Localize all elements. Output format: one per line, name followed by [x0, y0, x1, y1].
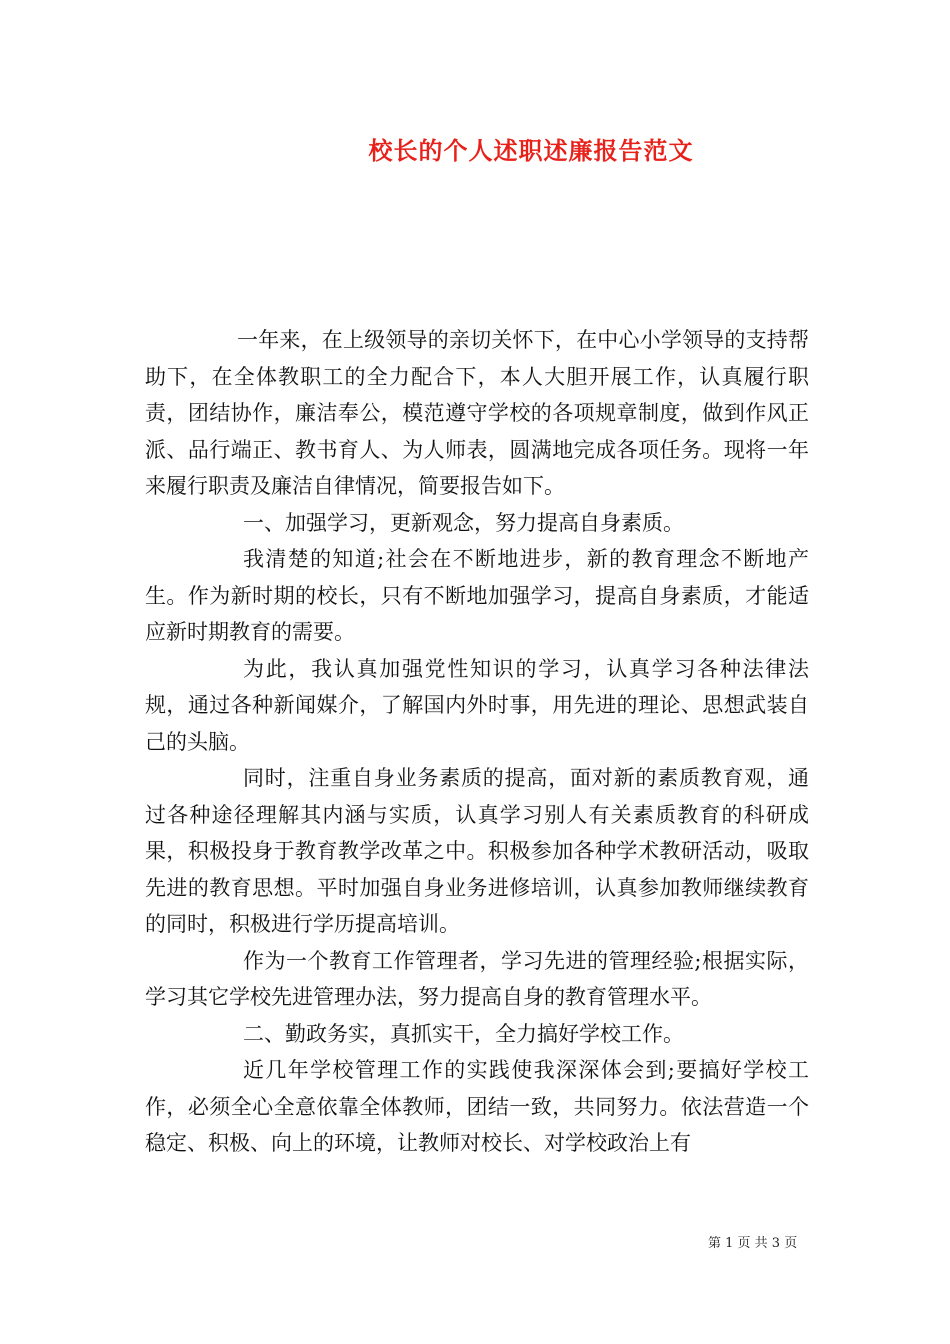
section-heading-1: 一、加强学习，更新观念，努力提高自身素质。 [243, 510, 684, 535]
paragraph: 为此，我认真加强党性知识的学习，认真学习各种法律法规，通过各种新闻媒介，了解国内外时事，用先进的理论、思想武装自己的头脑。 [145, 656, 809, 754]
document-body [145, 322, 809, 1162]
paragraph: 同时，注重自身业务素质的提高，面对新的素质教育观，通过各种途径理解其内涵与实质，认真学习别人有关素质教育的科研成果，积极投身于教育教学改革之中。积极参加各种学术教研活动，吸取先进的教育思想。平时加强自身业务进修培训，认真参加教师继续教育的同时，积极进行学历提高培训。 [145, 766, 809, 936]
paragraph-intro: 一年来，在上级领导的亲切关怀下，在中心小学领导的支持帮助下，在全体教职工的全力配合下，本人大胆开展工作，认真履行职责，团结协作，廉洁奉公，模范遵守学校的各项规章制度，做到作风正派、品行端正、教书育人、为人师表，圆满地完成各项任务。现将一年来履行职责及廉洁自律情况，简要报告如下。 [145, 328, 809, 498]
section-heading-2: 二、勤政务实，真抓实干，全力搞好学校工作。 [243, 1021, 684, 1046]
paragraph: 我清楚的知道;社会在不断地进步，新的教育理念不断地产生。作为新时期的校长，只有不断地加强学习，提高自身素质，才能适应新时期教育的需要。 [145, 547, 809, 644]
paragraph: 近几年学校管理工作的实践使我深深体会到;要搞好学校工作，必须全心全意依靠全体教师，团结一致，共同努力。依法营造一个稳定、积极、向上的环境，让教师对校长、对学校政治上有 [145, 1058, 809, 1155]
page-number-footer: 第 1 页 共 3 页 [708, 1236, 798, 1251]
document-title: 校长的个人述职述廉报告范文 [368, 136, 694, 165]
paragraph: 作为一个教育工作管理者，学习先进的管理经验;根据实际，学习其它学校先进管理办法，努力提高自身的教育管理水平。 [145, 948, 809, 1009]
